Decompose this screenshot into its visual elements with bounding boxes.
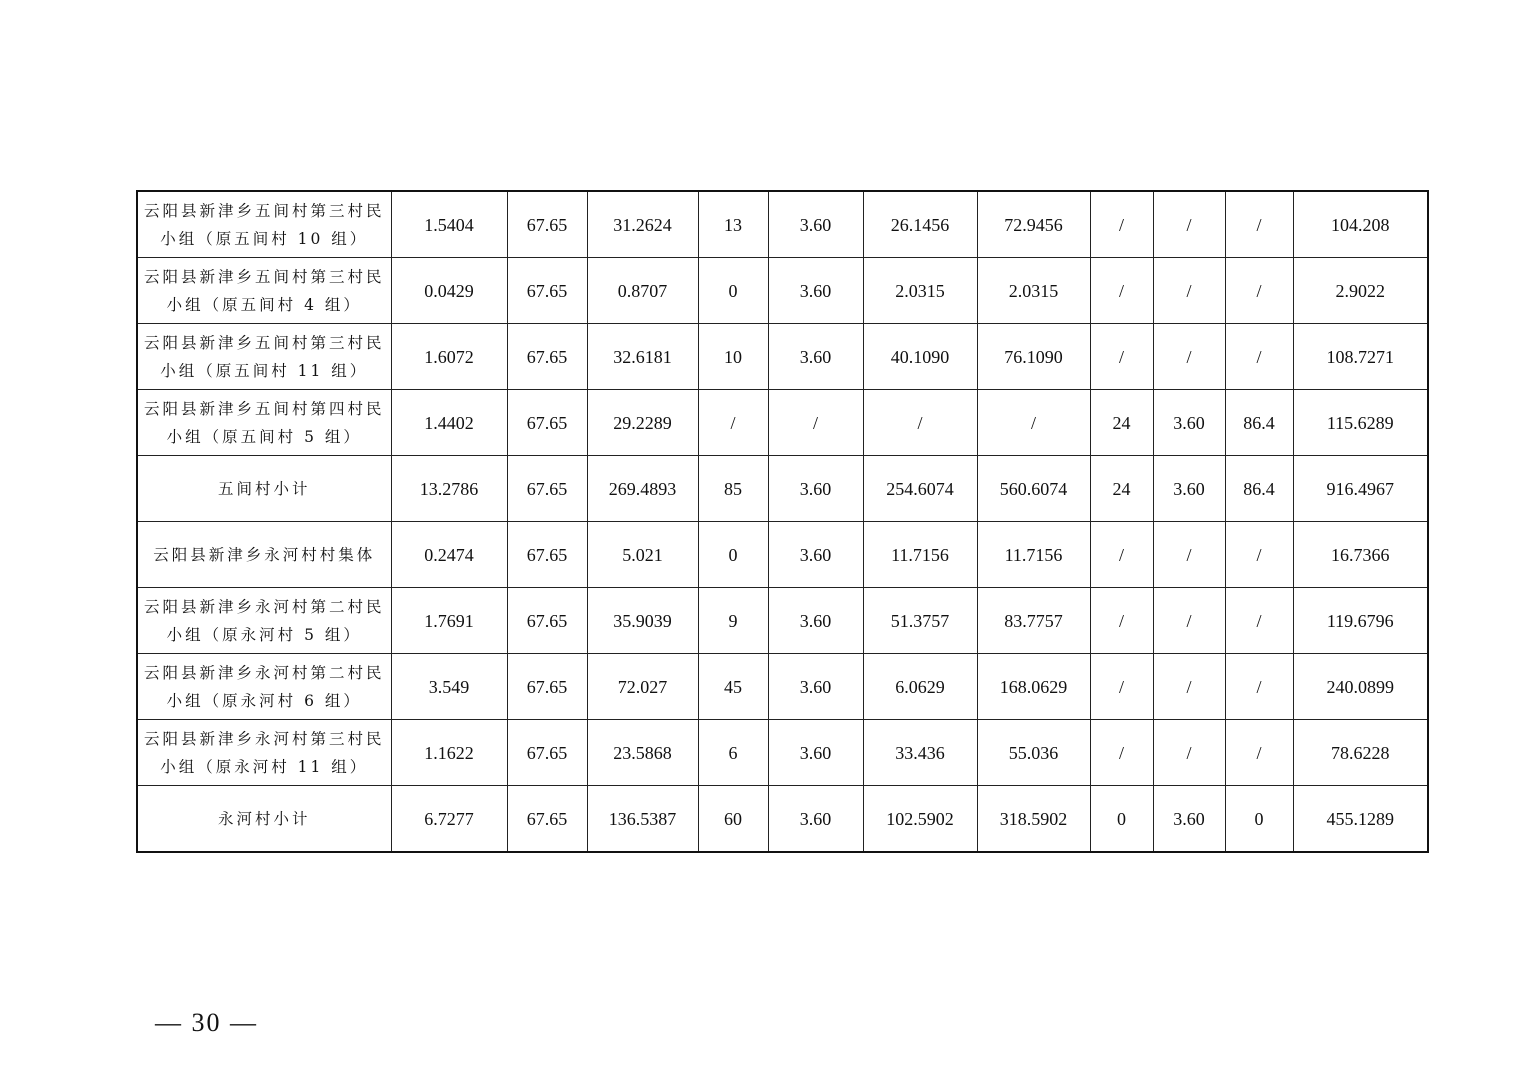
value-cell: 3.60 — [1153, 786, 1225, 853]
value-cell: 85 — [698, 456, 768, 522]
value-cell: 115.6289 — [1293, 390, 1428, 456]
value-cell: 0 — [698, 258, 768, 324]
table-row — [137, 588, 1428, 654]
value-cell: 0.2474 — [391, 522, 507, 588]
row-name-cell: 云阳县新津乡永河村村集体 — [137, 522, 391, 588]
value-cell: 9 — [698, 588, 768, 654]
value-cell: 33.436 — [863, 720, 977, 786]
value-cell: 26.1456 — [863, 191, 977, 258]
value-cell: 13.2786 — [391, 456, 507, 522]
value-cell: 67.65 — [507, 324, 587, 390]
table-row — [137, 786, 1428, 853]
value-cell: 3.60 — [768, 588, 863, 654]
value-cell: / — [1225, 588, 1293, 654]
value-cell: 83.7757 — [977, 588, 1090, 654]
value-cell: 6.7277 — [391, 786, 507, 853]
row-name-cell: 永河村小计 — [137, 786, 391, 853]
value-cell: / — [1090, 654, 1153, 720]
value-cell: 72.027 — [587, 654, 698, 720]
value-cell: 3.60 — [1153, 390, 1225, 456]
value-cell: 86.4 — [1225, 390, 1293, 456]
value-cell: 269.4893 — [587, 456, 698, 522]
value-cell: 31.2624 — [587, 191, 698, 258]
value-cell: / — [1090, 191, 1153, 258]
value-cell: 1.6072 — [391, 324, 507, 390]
value-cell: 168.0629 — [977, 654, 1090, 720]
value-cell: 67.65 — [507, 786, 587, 853]
value-cell: / — [1225, 191, 1293, 258]
value-cell: 318.5902 — [977, 786, 1090, 853]
table-row — [137, 456, 1428, 522]
compensation-table — [136, 190, 1429, 853]
value-cell: / — [1153, 522, 1225, 588]
value-cell: 2.9022 — [1293, 258, 1428, 324]
row-name-cell: 云阳县新津乡永河村第二村民小组（原永河村 6 组） — [137, 654, 391, 720]
value-cell: 67.65 — [507, 258, 587, 324]
value-cell: 3.60 — [768, 654, 863, 720]
value-cell: / — [698, 390, 768, 456]
value-cell: 2.0315 — [977, 258, 1090, 324]
value-cell: 3.60 — [1153, 456, 1225, 522]
value-cell: 455.1289 — [1293, 786, 1428, 853]
row-name-cell: 云阳县新津乡五间村第三村民小组（原五间村 4 组） — [137, 258, 391, 324]
value-cell: 3.60 — [768, 522, 863, 588]
value-cell: 0 — [698, 522, 768, 588]
value-cell: / — [1090, 522, 1153, 588]
value-cell: 0 — [1090, 786, 1153, 853]
value-cell: / — [1090, 324, 1153, 390]
value-cell: 35.9039 — [587, 588, 698, 654]
value-cell: 67.65 — [507, 522, 587, 588]
value-cell: 3.60 — [768, 191, 863, 258]
value-cell: / — [1153, 654, 1225, 720]
value-cell: 23.5868 — [587, 720, 698, 786]
value-cell: 67.65 — [507, 654, 587, 720]
value-cell: 67.65 — [507, 588, 587, 654]
value-cell: 104.208 — [1293, 191, 1428, 258]
value-cell: 51.3757 — [863, 588, 977, 654]
value-cell: 5.021 — [587, 522, 698, 588]
row-name-cell: 云阳县新津乡永河村第二村民小组（原永河村 5 组） — [137, 588, 391, 654]
page-number: — 30 — — [155, 1008, 258, 1037]
table-body — [137, 191, 1428, 852]
value-cell: 60 — [698, 786, 768, 853]
value-cell: 24 — [1090, 456, 1153, 522]
table-row — [137, 654, 1428, 720]
value-cell: 72.9456 — [977, 191, 1090, 258]
value-cell: 11.7156 — [977, 522, 1090, 588]
value-cell: / — [1090, 258, 1153, 324]
value-cell: / — [768, 390, 863, 456]
value-cell: 108.7271 — [1293, 324, 1428, 390]
value-cell: / — [1153, 324, 1225, 390]
row-name-cell: 云阳县新津乡五间村第三村民小组（原五间村 11 组） — [137, 324, 391, 390]
value-cell: 67.65 — [507, 456, 587, 522]
value-cell: / — [1225, 654, 1293, 720]
value-cell: 10 — [698, 324, 768, 390]
value-cell: 0.8707 — [587, 258, 698, 324]
value-cell: 254.6074 — [863, 456, 977, 522]
value-cell: 16.7366 — [1293, 522, 1428, 588]
value-cell: / — [1225, 720, 1293, 786]
row-name-cell: 云阳县新津乡五间村第四村民小组（原五间村 5 组） — [137, 390, 391, 456]
table-row — [137, 720, 1428, 786]
value-cell: / — [1225, 258, 1293, 324]
table-row — [137, 324, 1428, 390]
value-cell: 78.6228 — [1293, 720, 1428, 786]
value-cell: / — [1090, 588, 1153, 654]
value-cell: 32.6181 — [587, 324, 698, 390]
value-cell: 67.65 — [507, 390, 587, 456]
value-cell: 86.4 — [1225, 456, 1293, 522]
value-cell: 45 — [698, 654, 768, 720]
value-cell: / — [1153, 588, 1225, 654]
value-cell: 0.0429 — [391, 258, 507, 324]
value-cell: / — [1090, 720, 1153, 786]
table-row — [137, 191, 1428, 258]
value-cell: 1.1622 — [391, 720, 507, 786]
value-cell: 76.1090 — [977, 324, 1090, 390]
value-cell: 560.6074 — [977, 456, 1090, 522]
value-cell: / — [863, 390, 977, 456]
value-cell: 24 — [1090, 390, 1153, 456]
value-cell: 119.6796 — [1293, 588, 1428, 654]
value-cell: 3.60 — [768, 720, 863, 786]
table-row — [137, 522, 1428, 588]
value-cell: 55.036 — [977, 720, 1090, 786]
value-cell: 240.0899 — [1293, 654, 1428, 720]
value-cell: 136.5387 — [587, 786, 698, 853]
value-cell: 13 — [698, 191, 768, 258]
value-cell: / — [1225, 324, 1293, 390]
value-cell: 67.65 — [507, 720, 587, 786]
row-name-cell: 五间村小计 — [137, 456, 391, 522]
value-cell: 2.0315 — [863, 258, 977, 324]
value-cell: 6.0629 — [863, 654, 977, 720]
value-cell: 3.60 — [768, 324, 863, 390]
value-cell: 0 — [1225, 786, 1293, 853]
value-cell: 29.2289 — [587, 390, 698, 456]
value-cell: / — [1153, 191, 1225, 258]
value-cell: 11.7156 — [863, 522, 977, 588]
row-name-cell: 云阳县新津乡五间村第三村民小组（原五间村 10 组） — [137, 191, 391, 258]
value-cell: 916.4967 — [1293, 456, 1428, 522]
value-cell: 3.549 — [391, 654, 507, 720]
value-cell: 1.5404 — [391, 191, 507, 258]
row-name-cell: 云阳县新津乡永河村第三村民小组（原永河村 11 组） — [137, 720, 391, 786]
value-cell: / — [1225, 522, 1293, 588]
value-cell: 6 — [698, 720, 768, 786]
table-row — [137, 258, 1428, 324]
value-cell: / — [1153, 720, 1225, 786]
value-cell: 3.60 — [768, 258, 863, 324]
table-row — [137, 390, 1428, 456]
value-cell: 102.5902 — [863, 786, 977, 853]
value-cell: 67.65 — [507, 191, 587, 258]
value-cell: 3.60 — [768, 786, 863, 853]
value-cell: 40.1090 — [863, 324, 977, 390]
value-cell: 1.7691 — [391, 588, 507, 654]
value-cell: 1.4402 — [391, 390, 507, 456]
value-cell: / — [1153, 258, 1225, 324]
value-cell: / — [977, 390, 1090, 456]
value-cell: 3.60 — [768, 456, 863, 522]
